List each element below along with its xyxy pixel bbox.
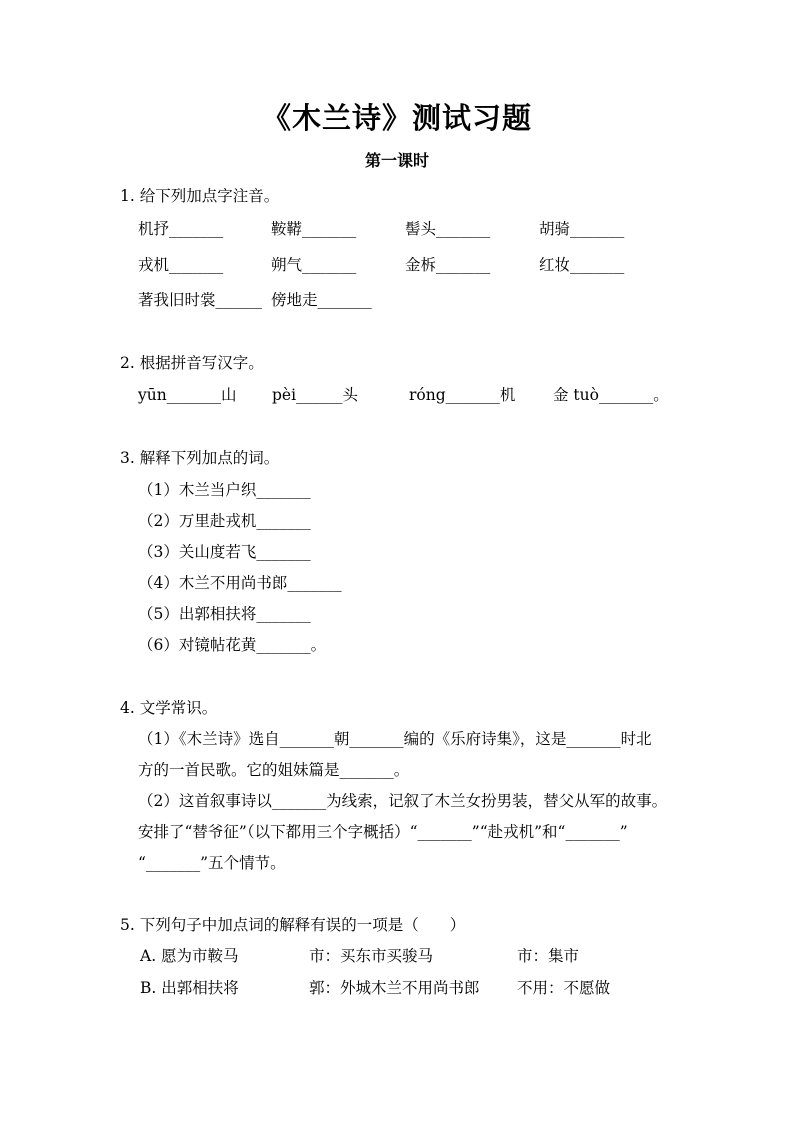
q5-option-b-gloss2: 不用：不愿做 (517, 979, 611, 997)
q5-option-a: A. 愿为市鞍马 (140, 947, 239, 965)
q4-line: 方的一首民歌。它的姐妹篇是_______。 (138, 761, 410, 779)
q1-heading: 1. 给下列加点字注音。 (120, 187, 280, 205)
q3-heading: 3. 解释下列加点的词。 (120, 449, 280, 467)
q1-item: 胡骑_______ (539, 220, 625, 238)
q5-option-b: B. 出郭相扶将 (140, 979, 239, 997)
q4-line: 安排了“替爷征”（以下都用三个字概括）“_______”“赴戎机”和“_______” (138, 823, 628, 841)
q2-item: róng_______机 (409, 386, 516, 404)
q4-line: （1）《木兰诗》选自_______朝_______编的《乐府诗集》，这是_______时北 (138, 730, 652, 748)
q1-item: 傍地走_______ (271, 291, 372, 309)
q2-item: 金 tuò_______。 (553, 386, 669, 404)
q5-option-a-gloss2: 市：集市 (517, 947, 580, 965)
q4-line: （2）这首叙事诗以_______为线索，记叙了木兰女扮男装，替父从军的故事。 (138, 792, 668, 810)
q1-item: 鞍鞯_______ (271, 220, 357, 238)
q1-item: 朔气_______ (271, 256, 357, 274)
q1-item: 著我旧时裳______ (138, 291, 263, 309)
q1-item: 机抒_______ (138, 220, 224, 238)
lesson-subtitle: 第一课时 (364, 151, 429, 170)
q1-item: 金柝_______ (405, 256, 491, 274)
q3-item: （6）对镜帖花黄_______。 (138, 636, 327, 654)
q4-line: “_______”五个情节。 (138, 854, 286, 872)
q1-item: 红妆_______ (539, 256, 625, 274)
q2-item: yūn_______山 (138, 386, 237, 404)
q3-item: （3）关山度若飞_______ (138, 543, 311, 561)
q5-option-a-gloss: 市：买东市买骏马 (309, 947, 434, 965)
q5-heading: 5. 下列句子中加点词的解释有误的一项是（ ） (120, 916, 466, 934)
q1-item: 髻头_______ (405, 220, 491, 238)
q5-option-b-gloss: 郭：外城木兰不用尚书郎 (309, 979, 480, 997)
q3-item: （1）木兰当户织_______ (138, 481, 311, 499)
q3-item: （4）木兰不用尚书郎_______ (138, 574, 342, 592)
q3-item: （2）万里赴戎机_______ (138, 512, 311, 530)
q1-item: 戎机_______ (138, 256, 224, 274)
q2-heading: 2. 根据拼音写汉字。 (120, 354, 264, 372)
page-title: 《木兰诗》测试习题 (261, 101, 532, 135)
q3-item: （5）出郭相扶将_______ (138, 605, 311, 623)
q4-heading: 4. 文学常识。 (120, 699, 218, 717)
q2-item: pèi______头 (272, 386, 359, 404)
